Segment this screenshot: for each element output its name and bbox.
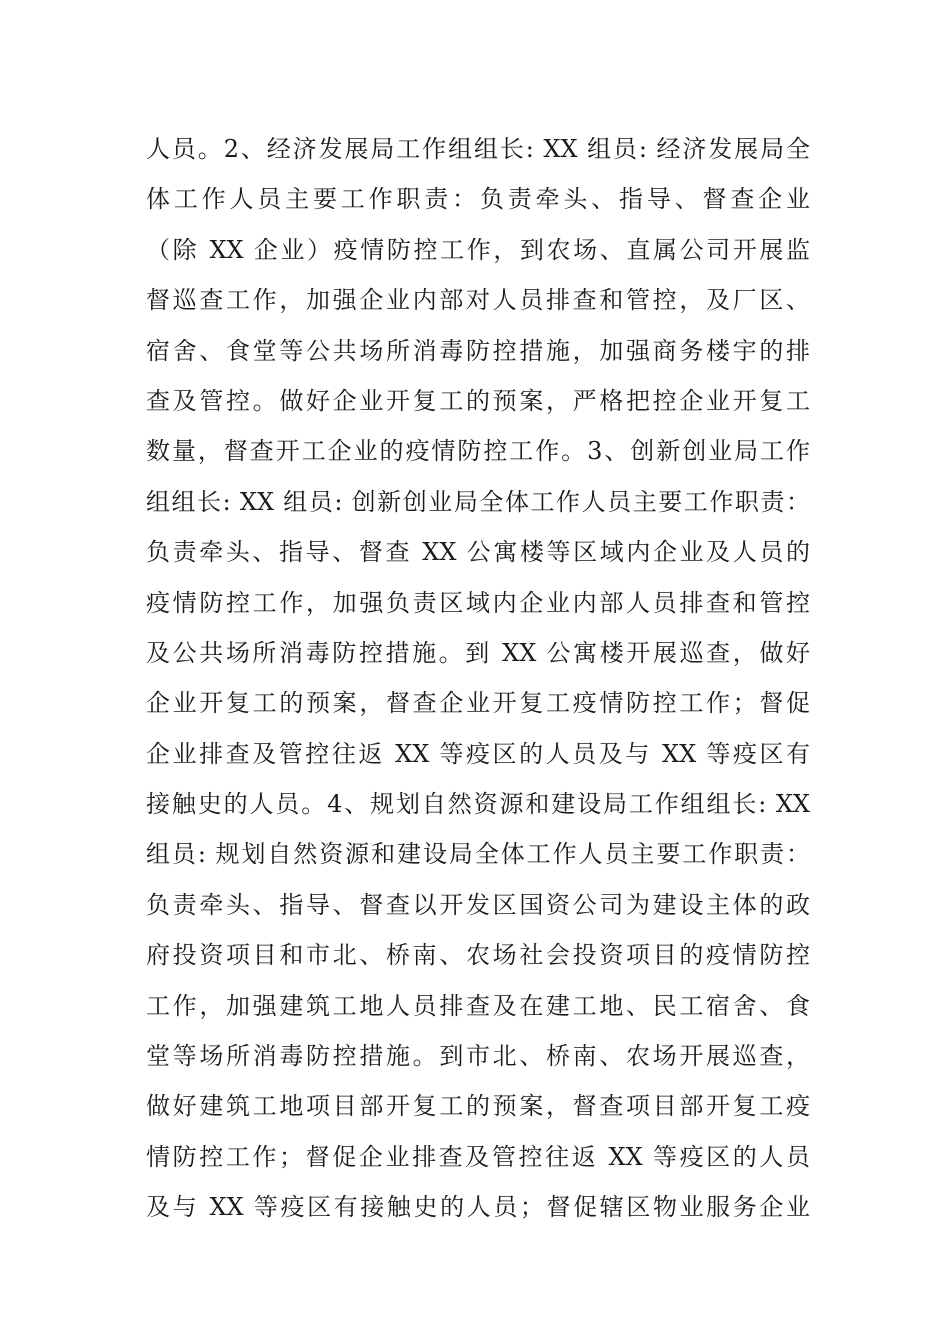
text-line: 组员: 规划自然资源和建设局全体工作人员主要工作职责： [146, 840, 810, 869]
text-line: 企业开复工的预案，督查企业开复工疫情防控工作；督促 [146, 689, 810, 718]
text-line: 宿舍、食堂等公共场所消毒防控措施，加强商务楼宇的排 [146, 336, 810, 365]
text-line: 堂等场所消毒防控措施。到市北、桥南、农场开展巡查， [146, 1042, 810, 1071]
text-line: 接触史的人员。4、规划自然资源和建设局工作组组长: XX [146, 790, 810, 819]
text-line: 负责牵头、指导、督查 XX 公寓楼等区域内企业及人员的 [146, 538, 810, 567]
text-line: 数量，督查开工企业的疫情防控工作。3、创新创业局工作 [146, 437, 810, 466]
text-line: 做好建筑工地项目部开复工的预案，督查项目部开复工疫 [146, 1092, 810, 1121]
text-line: 府投资项目和市北、桥南、农场社会投资项目的疫情防控 [146, 941, 810, 970]
text-line: 疫情防控工作，加强负责区域内企业内部人员排查和管控 [146, 588, 810, 617]
text-line: 企业排查及管控往返 XX 等疫区的人员及与 XX 等疫区有 [146, 739, 810, 768]
text-line: 督巡查工作，加强企业内部对人员排查和管控，及厂区、 [146, 286, 810, 315]
text-line: 负责牵头、指导、督查以开发区国资公司为建设主体的政 [146, 890, 810, 919]
text-line: 查及管控。做好企业开复工的预案，严格把控企业开复工 [146, 386, 810, 415]
text-line: 组组长: XX 组员: 创新创业局全体工作人员主要工作职责： [146, 487, 810, 516]
text-line: 及与 XX 等疫区有接触史的人员；督促辖区物业服务企业 [146, 1193, 810, 1222]
text-line: 体工作人员主要工作职责：负责牵头、指导、督查企业 [146, 185, 810, 214]
text-line: （除 XX 企业）疫情防控工作，到农场、直属公司开展监 [146, 235, 810, 264]
text-line: 人员。2、经济发展局工作组组长: XX 组员: 经济发展局全 [146, 135, 810, 163]
text-line: 及公共场所消毒防控措施。到 XX 公寓楼开展巡查，做好 [146, 638, 810, 667]
text-line: 工作，加强建筑工地人员排查及在建工地、民工宿舍、食 [146, 991, 810, 1020]
text-line: 情防控工作；督促企业排查及管控往返 XX 等疫区的人员 [146, 1142, 810, 1171]
body-text [146, 124, 810, 1233]
